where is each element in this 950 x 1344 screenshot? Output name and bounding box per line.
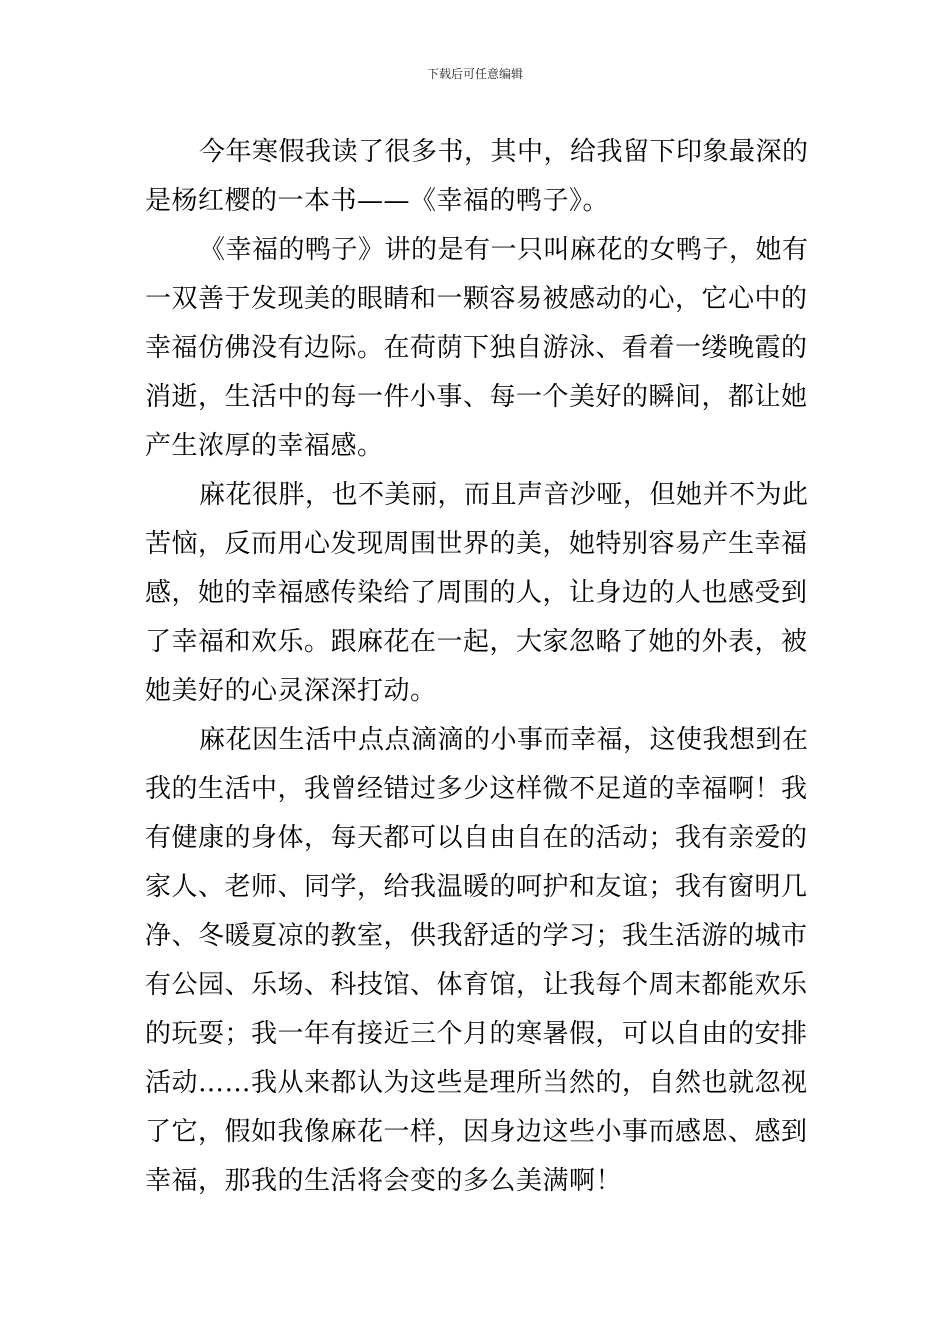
text-line: 她美好的心灵深深打动。 <box>145 676 437 706</box>
text-line: 消逝，生活中的每一件小事、每一个美好的瞬间，都让她 <box>145 382 808 412</box>
text-line: 苦恼，反而用心发现周围世界的美，她特别容易产生幸福 <box>145 529 808 559</box>
text-line: 家人、老师、同学，给我温暖的呵护和友谊；我有窗明几 <box>145 872 808 902</box>
paragraph-4 <box>145 716 807 1206</box>
text-line: 是杨红樱的一本书——《幸福的鸭子》。 <box>145 186 610 216</box>
text-line: 活动……我从来都认为这些是理所当然的，自然也就忽视 <box>145 1068 808 1098</box>
text-line: 今年寒假我读了很多书，其中，给我留下印象最深的 <box>199 137 809 167</box>
paragraph-1 <box>145 128 807 226</box>
text-line: 了它，假如我像麻花一样，因身边这些小事而感恩、感到 <box>145 1117 808 1147</box>
text-line: 产生浓厚的幸福感。 <box>145 431 384 461</box>
text-line: 麻花很胖，也不美丽，而且声音沙哑，但她并不为此 <box>199 480 809 510</box>
text-line: 一双善于发现美的眼睛和一颗容易被感动的心，它心中的 <box>145 284 808 314</box>
text-line: 麻花因生活中点点滴滴的小事而幸福，这使我想到在 <box>199 725 809 755</box>
text-line: 幸福仿佛没有边际。在荷荫下独自游泳、看着一缕晚霞的 <box>145 333 808 363</box>
text-line: 感，她的幸福感传染给了周围的人，让身边的人也感受到 <box>145 578 808 608</box>
text-line: 幸福，那我的生活将会变的多么美满啊！ <box>145 1166 623 1196</box>
text-line: 我的生活中，我曾经错过多少这样微不足道的幸福啊！我 <box>145 774 808 804</box>
text-line: 《幸福的鸭子》讲的是有一只叫麻花的女鸭子，她有 <box>199 235 809 265</box>
text-line: 有公园、乐场、科技馆、体育馆，让我每个周末都能欢乐 <box>145 970 808 1000</box>
text-line: 了幸福和欢乐。跟麻花在一起，大家忽略了她的外表，被 <box>145 627 808 657</box>
text-line: 的玩耍；我一年有接近三个月的寒暑假，可以自由的安排 <box>145 1019 808 1049</box>
paragraph-3 <box>145 471 807 716</box>
paragraph-2 <box>145 226 807 471</box>
text-line: 净、冬暖夏凉的教室，供我舒适的学习；我生活游的城市 <box>145 921 808 951</box>
text-line: 有健康的身体，每天都可以自由自在的活动；我有亲爱的 <box>145 823 808 853</box>
page-header: 下载后可任意编辑 <box>426 67 523 81</box>
document-body <box>145 128 807 1206</box>
